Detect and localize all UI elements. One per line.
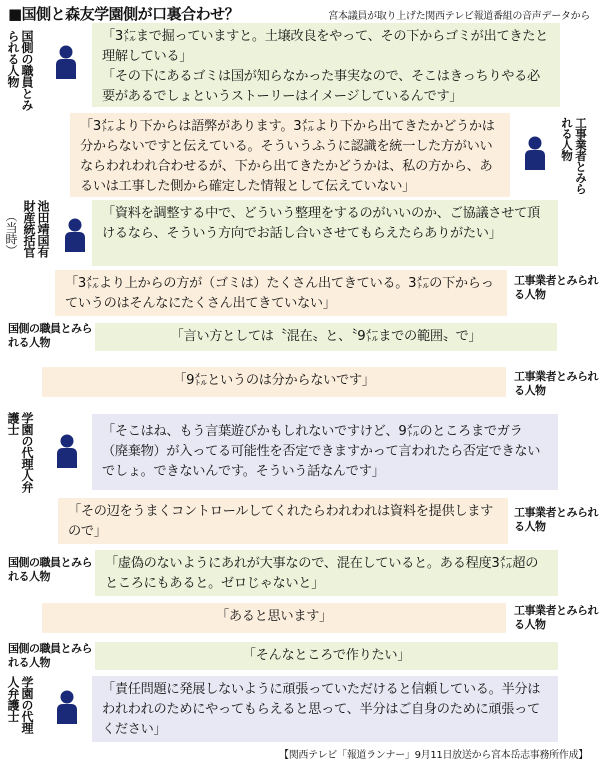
quote-box-contractor-1: 「3㍍より下からは語弊があります。3㍍より下から出てきたかどうかは分からないですと伝えている。そういうふうに認識を統一した方がいいならわれわれ合わせるが、下から出てきたかどうかは、私の方から、あるいは工事した側から確定した情報として伝えていない」 [70,113,510,197]
person-icon [56,434,78,468]
speaker-label-ikeda: 池田靖国有財産統括官 [22,200,50,258]
speaker-label-school-lawyer: 学園の代理人弁護士 [6,676,34,734]
person-icon [524,136,546,170]
quote-text: 「3㍍まで掘っていますと。土壌改良をやって、その下からゴミが出てきたと理解している」 [102,29,548,64]
speaker-label-gov-official: 国側の職員とみられる人物 [6,30,34,111]
footer-credit: 【関西テレビ「報道ランナー」9月11日放送から宮本岳志事務所作成】 [279,750,588,761]
quote-box-ikeda: 「資料を調整する中で、どういう整理をするのがいいのか、ご協議させて頂けるなら、そういう方向でお話し合いさせてもらえたらありがたい」 [92,200,558,266]
person-icon [64,218,86,252]
speaker-label-contractor: 工事業者とみられる人物 [514,370,598,397]
person-icon [55,45,77,79]
quote-box-contractor-5: 「あると思います」 [42,603,506,633]
speaker-label-ikeda-note: （当時） [4,210,18,256]
quote-box-lawyer-2: 「責任問題に発展しないように頑張っていただけると信頼している。半分はわれわれのためにやってもらえると思って、半分はご自身のために頑張ってください」 [92,676,558,742]
quote-box-contractor-3: 「9㍍というのは分からないです」 [42,367,506,397]
speaker-label-contractor: 工事業者とみられる人物 [514,274,598,301]
speaker-label-contractor: 工事業者とみられる人物 [514,604,598,631]
quote-box-gov-4: 「そんなところで作りたい」 [95,642,558,670]
person-icon [56,690,78,724]
speaker-label-school-lawyer: 学園の代理人弁護士 [6,412,34,493]
quote-box-lawyer-1: 「そこはね、もう言葉遊びかもしれないですけど、9㍍のところまでガラ（廃棄物）が入ってる可能性を否定できますかって言われたら否定できないでしょ。できないんです。そういう話なんです」 [92,414,558,490]
quote-box-gov-1 [92,23,560,107]
speaker-label-gov-official: 国側の職員とみられる人物 [8,642,92,669]
speaker-label-contractor: 工事業者とみられる人物 [514,506,598,533]
quote-box-contractor-4: 「その辺をうまくコントロールしてくれたらわれわれは資料を提供しますので」 [58,498,508,544]
quote-text: 「その下にあるゴミは国が知らなかった事実なので、そこはきっちりやる必要があるでしょというストーリーはイメージしているんです」 [102,69,540,104]
quote-box-gov-3: 「虚偽のないようにあれが大事なので、混在していると。ある程度3㍍超のところにもあると。ゼロじゃないと」 [95,550,558,596]
speaker-label-contractor: 工事業者とみられる人物 [560,117,588,194]
source-note: 宮本議員が取り上げた関西テレビ報道番組の音声データから [328,11,590,22]
speaker-label-gov-official: 国側の職員とみられる人物 [8,556,92,583]
quote-box-gov-2: 「言い方としては〝混在〟と、〝9㍍までの範囲〟で」 [95,323,557,351]
page-title: ■国側と森友学園側が口裏合わせ？ [8,5,240,23]
speaker-label-gov-official: 国側の職員とみられる人物 [8,322,92,349]
quote-box-contractor-2: 「3㍍より上からの方が（ゴミは）たくさん出てきている。3㍍の下からっていうのはそんなにたくさん出てきていない」 [55,270,507,316]
